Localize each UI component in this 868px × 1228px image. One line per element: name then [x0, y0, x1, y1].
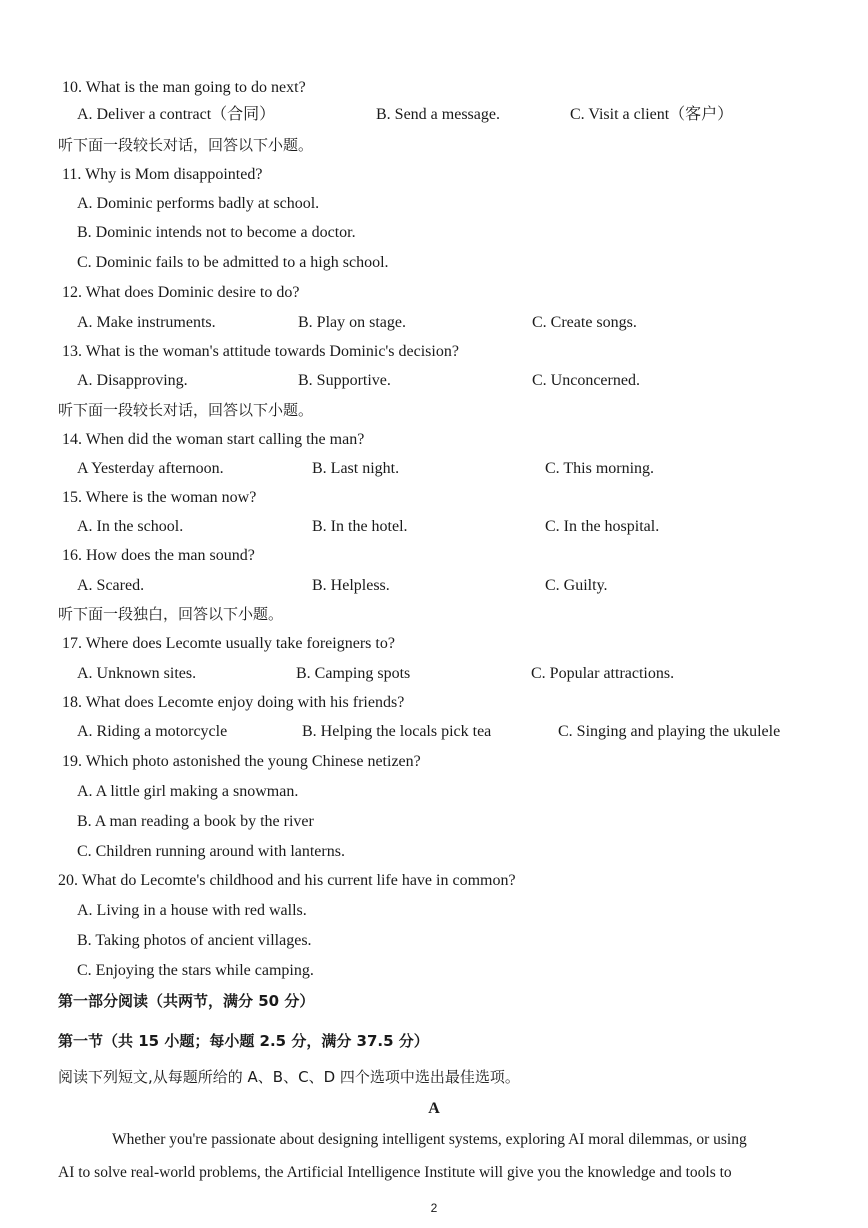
question-17-stem: 17. Where does Lecomte usually take foreigners to?: [62, 635, 395, 652]
question-10-option-c: C. Visit a client（客户）: [570, 106, 734, 123]
question-19-option-a: A. A little girl making a snowman.: [77, 783, 299, 800]
question-13-option-b: B. Supportive.: [298, 372, 391, 389]
question-12-stem: 12. What does Dominic desire to do?: [62, 284, 300, 301]
question-20-option-c: C. Enjoying the stars while camping.: [77, 962, 314, 979]
question-15-option-a: A. In the school.: [77, 518, 184, 535]
question-20-stem: 20. What do Lecomte's childhood and his current life have in common?: [58, 872, 516, 889]
question-18-option-b: B. Helping the locals pick tea: [302, 723, 492, 740]
page-number: 2: [430, 1201, 438, 1215]
question-15-option-b: B. In the hotel.: [312, 518, 408, 535]
question-11-option-c: C. Dominic fails to be admitted to a high school.: [77, 254, 389, 271]
reading-instruction: 阅读下列短文,从每题所给的 A、B、C、D 四个选项中选出最佳选项。: [58, 1068, 520, 1086]
question-16-option-c: C. Guilty.: [545, 577, 608, 594]
dialogue-instruction: 听下面一段较长对话，回答以下小题。: [58, 136, 314, 154]
passage-text-line: Whether you're passionate about designing intelligent systems, exploring AI moral dilemmas, or using: [112, 1131, 747, 1148]
question-13-option-c: C. Unconcerned.: [532, 372, 640, 389]
question-14-stem: 14. When did the woman start calling the man?: [62, 431, 365, 448]
question-16-stem: 16. How does the man sound?: [62, 547, 255, 564]
question-10-option-a: A. Deliver a contract（合同）: [77, 106, 276, 123]
question-19-stem: 19. Which photo astonished the young Chinese netizen?: [62, 753, 421, 770]
question-20-option-a: A. Living in a house with red walls.: [77, 902, 307, 919]
question-19-option-c: C. Children running around with lanterns.: [77, 843, 345, 860]
question-10-stem: 10. What is the man going to do next?: [62, 79, 306, 96]
question-11-option-a: A. Dominic performs badly at school.: [77, 195, 320, 212]
question-15-stem: 15. Where is the woman now?: [62, 489, 257, 506]
question-13-option-a: A. Disapproving.: [77, 372, 188, 389]
question-16-option-a: A. Scared.: [77, 577, 145, 594]
question-17-option-a: A. Unknown sites.: [77, 665, 197, 682]
question-18-stem: 18. What does Lecomte enjoy doing with his friends?: [62, 694, 405, 711]
question-10-option-b: B. Send a message.: [376, 106, 500, 123]
question-20-option-b: B. Taking photos of ancient villages.: [77, 932, 312, 949]
question-14-option-b: B. Last night.: [312, 460, 400, 477]
question-17-option-c: C. Popular attractions.: [531, 665, 675, 682]
question-11-stem: 11. Why is Mom disappointed?: [62, 166, 263, 183]
question-19-option-b: B. A man reading a book by the river: [77, 813, 314, 830]
monologue-instruction: 听下面一段独白，回答以下小题。: [58, 605, 284, 623]
question-12-option-b: B. Play on stage.: [298, 314, 406, 331]
question-14-option-c: C. This morning.: [545, 460, 655, 477]
dialogue-instruction: 听下面一段较长对话，回答以下小题。: [58, 401, 314, 419]
question-11-option-b: B. Dominic intends not to become a doctor.: [77, 224, 356, 241]
passage-label: A: [428, 1100, 440, 1117]
question-12-option-c: C. Create songs.: [532, 314, 637, 331]
question-12-option-a: A. Make instruments.: [77, 314, 216, 331]
question-17-option-b: B. Camping spots: [296, 665, 411, 682]
question-13-stem: 13. What is the woman's attitude towards Dominic's decision?: [62, 343, 459, 360]
part-heading: 第一部分阅读（共两节，满分 50 分）: [58, 992, 315, 1010]
question-18-option-c: C. Singing and playing the ukulele: [558, 723, 781, 740]
passage-text-line: AI to solve real-world problems, the Artificial Intelligence Institute will give you the knowledge and tools to: [58, 1164, 732, 1181]
section-heading: 第一节（共 15 小题；每小题 2.5 分，满分 37.5 分）: [58, 1032, 429, 1050]
question-14-option-a: A Yesterday afternoon.: [77, 460, 224, 477]
question-16-option-b: B. Helpless.: [312, 577, 390, 594]
question-15-option-c: C. In the hospital.: [545, 518, 660, 535]
question-18-option-a: A. Riding a motorcycle: [77, 723, 228, 740]
